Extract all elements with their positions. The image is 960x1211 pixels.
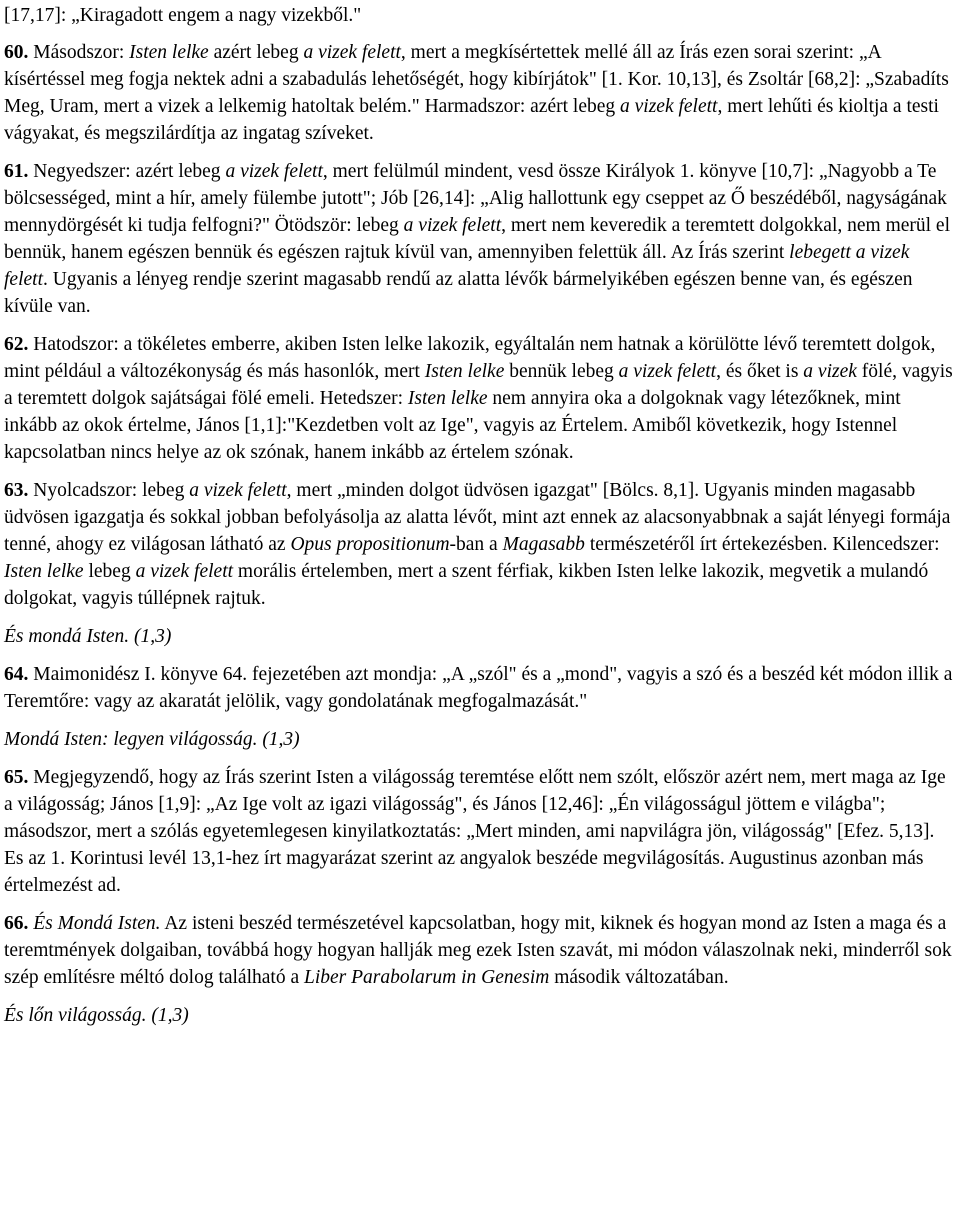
paragraph-number: 62. xyxy=(4,334,29,355)
paragraph-60 xyxy=(4,39,956,147)
paragraph-number: 61. xyxy=(4,161,29,182)
text-run: , mert „minden dolgot üdvösen igazgat" [Bölcs. 8,1]. Ugyanis minden magasabb üdvösen igazgatja és sokkal jobban befolyásolja az alatta lévőt, mint azt ennek az alacsonyabbnak a saját lényegi formája tenné, ahogy ez világosan látható az xyxy=(4,480,951,555)
italic-phrase: a vizek felett xyxy=(618,361,717,382)
text-run: nem annyira oka a dolgoknak vagy létezőknek, mint inkább az okok értelme, János [1,1]:"Kezdetben volt az Ige", vagyis az Értelem. Amiből következik, hogy Istennel kapcsolatban nincs helye az ok szónak, hanem inkább az értelem szónak. xyxy=(4,388,901,463)
section-heading-es-lon-vilagossag: És lőn világosság. (1,3) xyxy=(4,1005,189,1026)
text-run: , mert lehűti és kioltja a testi vágyakat, és megszilárdítja az ingatag szíveket. xyxy=(4,96,939,144)
text-run: lebeg xyxy=(83,561,136,582)
italic-phrase: Isten lelke xyxy=(4,561,84,582)
text-run: , mert felülmúl mindent, vesd össze Királyok 1. könyve [10,7]: „Nagyobb a Te bölcsességed, mint a hír, amely fülembe jutott"; Jób [26,14]: „Alig hallottunk egy cseppet az Ő beszédéből, nagyságának mennydörgését ki tudja felfogni?" Ötödször: lebeg xyxy=(4,161,947,236)
text-run: -ban a xyxy=(449,534,503,555)
italic-phrase: Isten lelke xyxy=(424,361,505,382)
italic-phrase: Opus propositionum xyxy=(290,534,450,555)
paragraph-number: 63. xyxy=(4,480,29,501)
text-run: morális értelemben, mert a szent férfiak, kikben Isten lelke lakozik, megvetik a mulandó dolgokat, vagyis túllépnek rajtuk. xyxy=(4,561,929,609)
paragraph-64 xyxy=(4,661,956,715)
text-run: Másodszor: xyxy=(28,42,130,63)
paragraph-number: 60. xyxy=(4,42,29,63)
italic-phrase: a vizek felett xyxy=(620,96,718,117)
italic-phrase: a vizek felett xyxy=(403,215,502,236)
italic-phrase: Magasabb xyxy=(502,534,585,555)
italic-phrase: a vizek felett xyxy=(225,161,323,182)
text-run: Megjegyzendő, hogy az Írás szerint Isten a világosság teremtése előtt nem szólt, először azért nem, mert maga az Ige a világosság; János [1,9]: „Az Ige volt az igazi világosság", és János [12,46]: „Én világosságul jöttem e világba"; másodszor, mert a szólás egyetemlegesen kinyilatkoztatás: „Mert minden, ami napvilágra jön, világosság" [Efez. 5,13]. Es az 1. Korintusi levél 13,1-hez írt magyarázat szerint az angyalok beszéde megvilágosítás. Augustinus azonban más értelmezést ad. xyxy=(4,767,946,896)
italic-phrase: a vizek felett xyxy=(189,480,287,501)
text-run: Nyolcadszor: lebeg xyxy=(28,480,190,501)
text-run: második változatában. xyxy=(549,967,729,988)
paragraph-65 xyxy=(4,764,956,899)
italic-phrase: lebegett a vizek felett xyxy=(4,242,910,290)
italic-phrase: a vizek felett xyxy=(303,42,401,63)
text-run: azért lebeg xyxy=(208,42,304,63)
italic-phrase: Isten lelke xyxy=(407,388,488,409)
text-run: bennük lebeg xyxy=(504,361,619,382)
italic-phrase: Isten lelke xyxy=(129,42,209,63)
text-run: , és őket is xyxy=(716,361,804,382)
text-run: Negyedszer: azért lebeg xyxy=(28,161,226,182)
paragraph-intro xyxy=(4,2,956,29)
text-run: [17,17]: „Kiragadott engem a nagy vizekből." xyxy=(4,5,362,26)
paragraph-number: 66. xyxy=(4,913,29,934)
paragraph-61 xyxy=(4,158,956,320)
italic-phrase: a vizek felett xyxy=(135,561,234,582)
text-run: Hatodszor: a tökéletes emberre, akiben Isten lelke lakozik, egyáltalán nem hatnak a körülötte lévő teremtett dolgok, mint például a változékonyság és más hasonlók, mert xyxy=(4,334,936,382)
text-run: , mert a megkísértettek mellé áll az Írás ezen sorai szerint: „A kísértéssel meg fogja nektek adni a szabadulás lehetőségét, hogy kibírjátok" [1. Kor. 10,13], és Zsoltár [68,2]: „Szabadíts Meg, Uram, mert a vizek a lelkemig hatoltak belém." Harmadszor: azért lebeg xyxy=(4,42,949,117)
italic-phrase: És Mondá Isten. xyxy=(33,913,161,934)
paragraph-62 xyxy=(4,331,956,466)
section-heading-legyen-vilagossag: Mondá Isten: legyen világosság. (1,3) xyxy=(4,729,300,750)
text-run: , mert nem keveredik a teremtett dolgokkal, nem merül el bennük, hanem egészen bennük és egészen rajtuk kívül van, amennyiben felettük áll. Az Írás szerint xyxy=(4,215,951,263)
paragraph-63 xyxy=(4,477,956,612)
paragraph-number: 64. xyxy=(4,664,29,685)
italic-phrase: Liber Parabolarum in Genesim xyxy=(303,967,550,988)
text-run: . Ugyanis a lényeg rendje szerint magasabb rendű az alatta lévők bármelyikében egészen benne van, és egészen kívüle van. xyxy=(4,269,913,317)
italic-phrase: a vizek xyxy=(803,361,857,382)
text-run: természetéről írt értekezésben. Kilencedszer: xyxy=(584,534,940,555)
paragraph-number: 65. xyxy=(4,767,29,788)
text-run: Maimonidész I. könyve 64. fejezetében azt mondja: „A „szól" és a „mond", vagyis a szó és a beszéd két módon illik a Teremtőre: vagy az akaratát jelölik, vagy gondolatának megfogalmazását." xyxy=(4,664,953,712)
paragraph-66 xyxy=(4,910,956,991)
text-run: fölé, vagyis a teremtett dolgok sajátságai fölé emeli. Hetedszer: xyxy=(4,361,953,409)
section-heading-es-monda-isten: És mondá Isten. (1,3) xyxy=(4,626,172,647)
text-run: Az isteni beszéd természetével kapcsolatban, hogy mit, kiknek és hogyan mond az Isten a maga és a teremtmények dolgaiban, továbbá hogy hogyan hallják meg ezek Isten szavát, mi módon válaszolnak neki, minderről sok szép említésre méltó dolog található a xyxy=(4,913,952,988)
